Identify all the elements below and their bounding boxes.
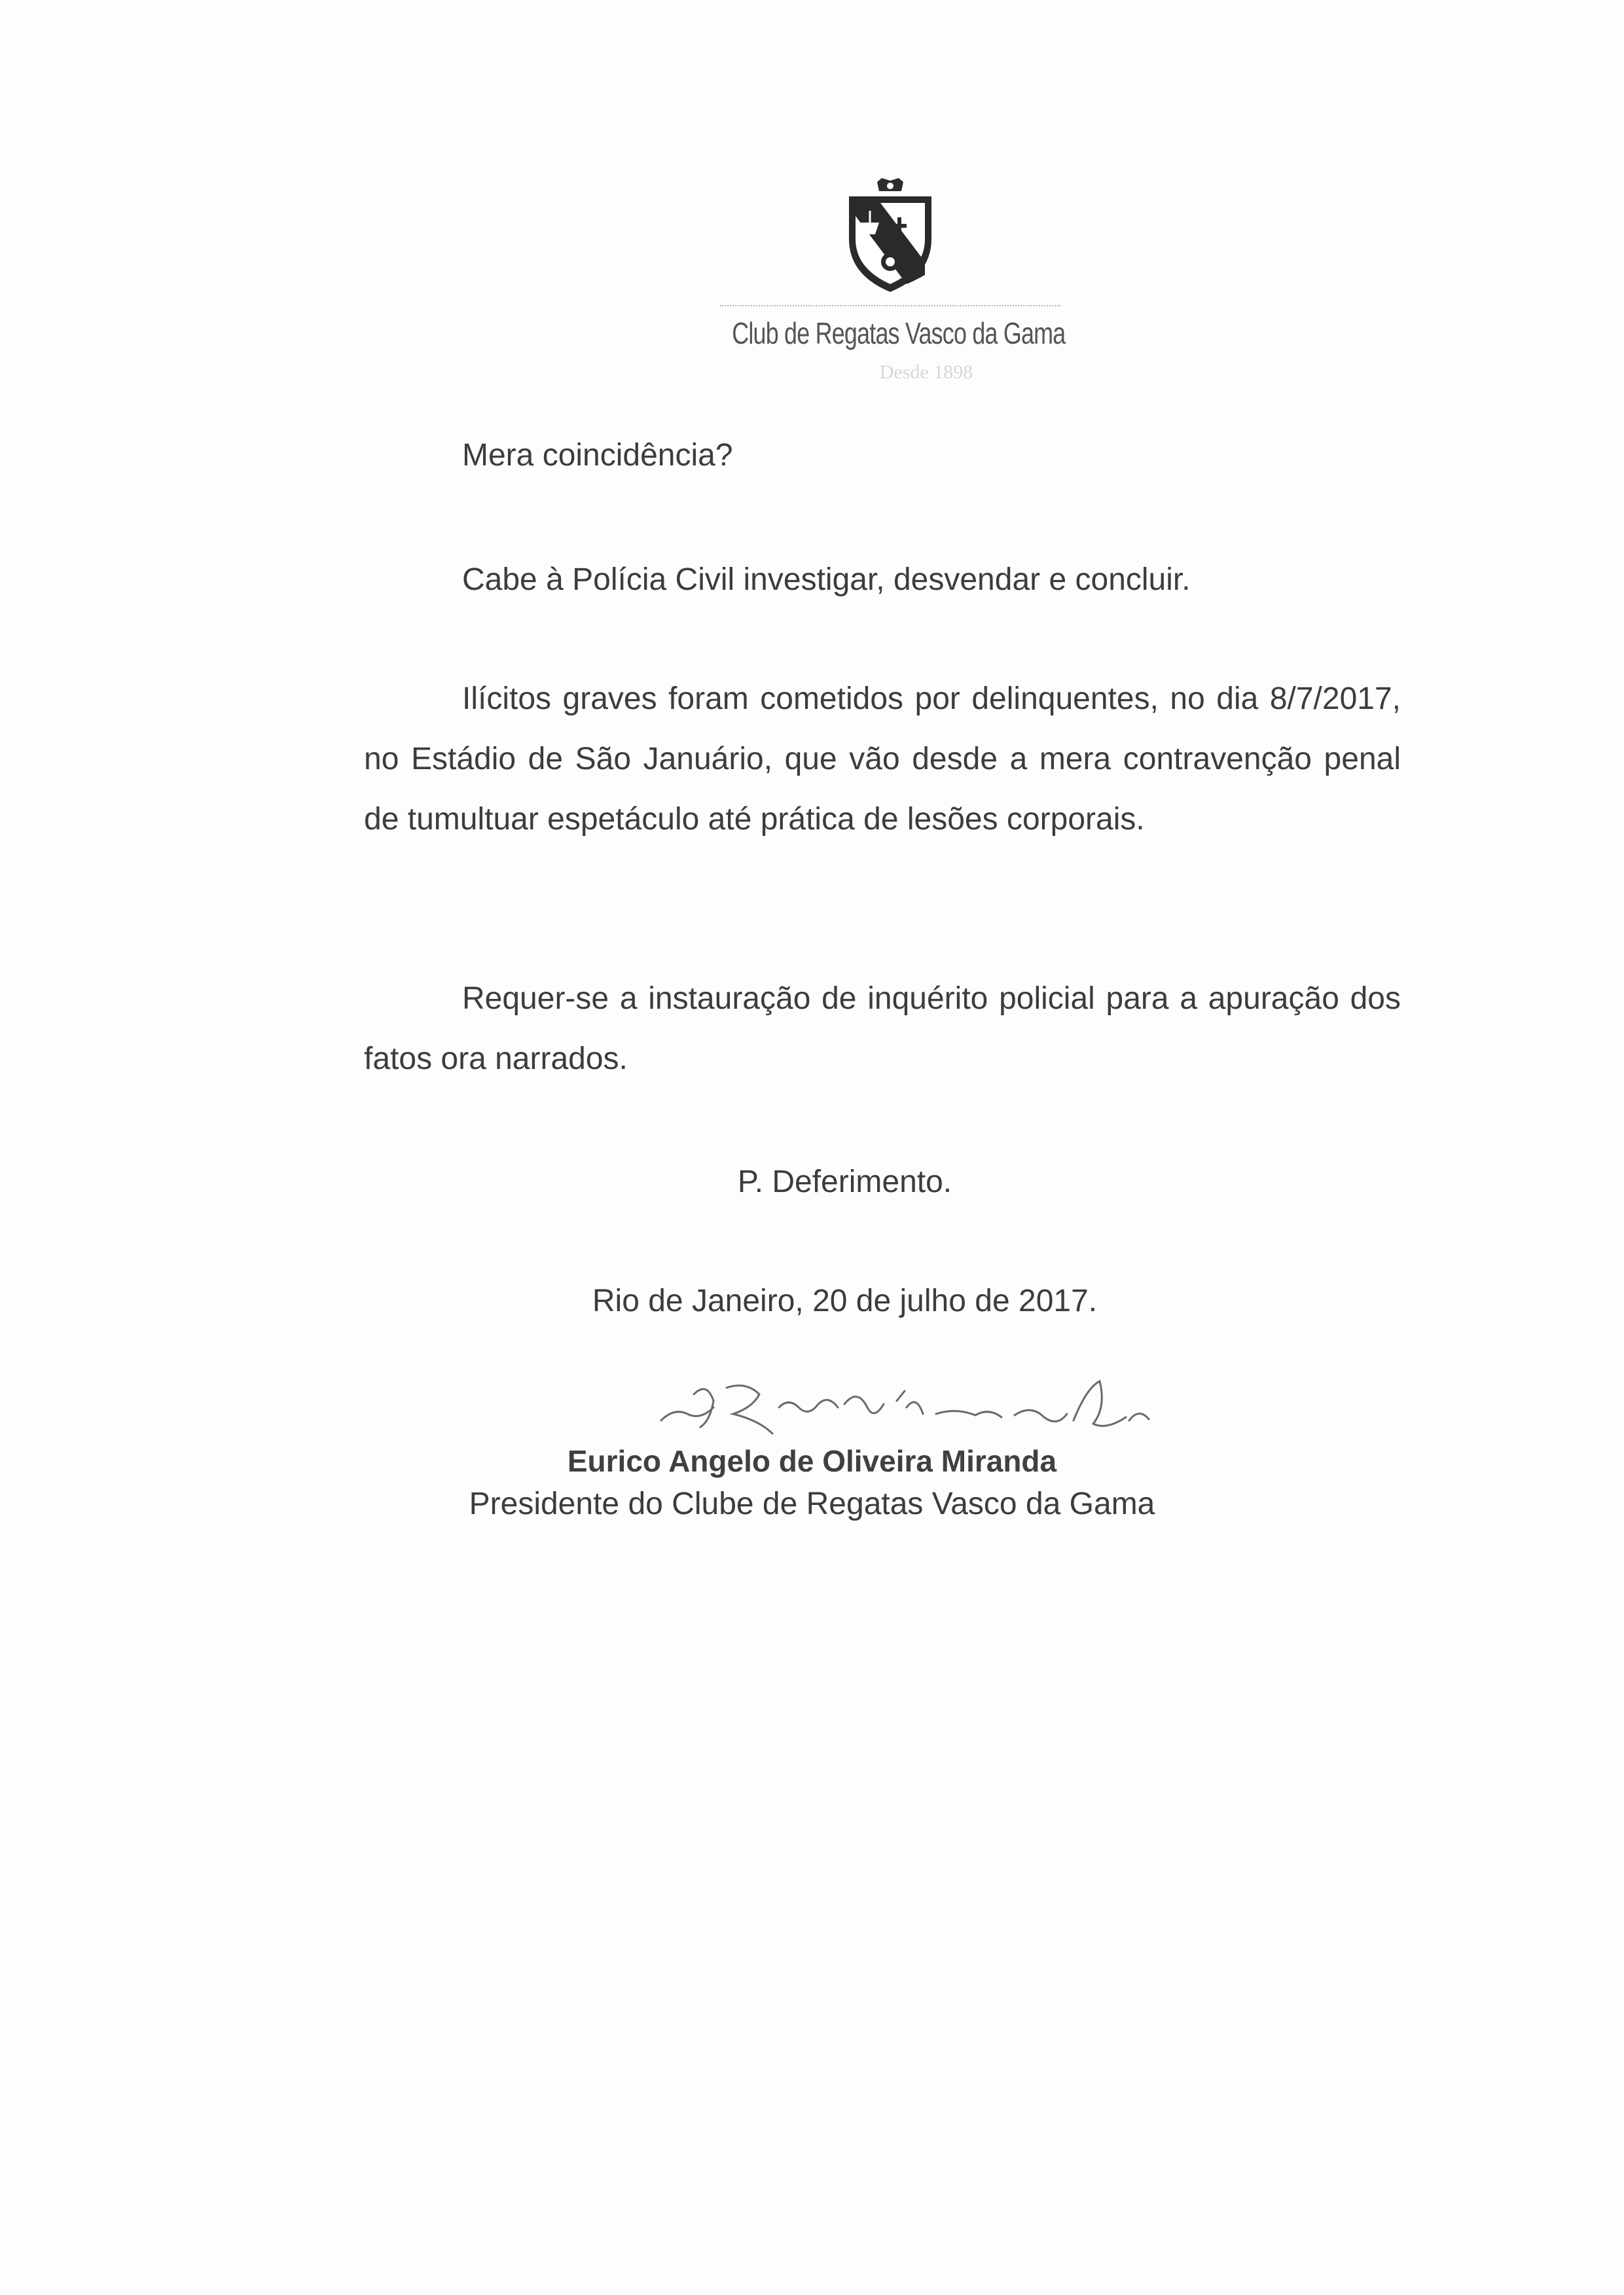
police-line: Cabe à Polícia Civil investigar, desvendar e concluir. (462, 562, 1191, 597)
paragraph-request-inquiry: Requer-se a instauração de inquérito policial para a apuração dos fatos ora narrados. (364, 981, 1401, 1076)
handwritten-signature (648, 1368, 1159, 1447)
signer-name: Eurico Angelo de Oliveira Miranda (567, 1444, 1057, 1478)
closing-line: P. Deferimento. (737, 1165, 952, 1199)
place-date-line: Rio de Janeiro, 20 de julho de 2017. (592, 1284, 1098, 1318)
club-crest-logo (841, 177, 939, 295)
letterhead-rule (720, 305, 1060, 306)
question-line: Mera coincidência? (462, 438, 733, 473)
club-name: Club de Regatas Vasco da Gama (732, 316, 1066, 350)
letterhead (687, 177, 1093, 384)
paragraph-illicit-acts: Ilícitos graves foram cometidos por delinquentes, no dia 8/7/2017, no Estádio de São Januário, que vão desde a mera contravenção penal de tumultuar espetáculo até prática de lesões corporais. (364, 681, 1401, 837)
signer-title: Presidente do Clube de Regatas Vasco da Gama (469, 1487, 1155, 1521)
club-since-year: Desde 1898 (879, 361, 973, 383)
